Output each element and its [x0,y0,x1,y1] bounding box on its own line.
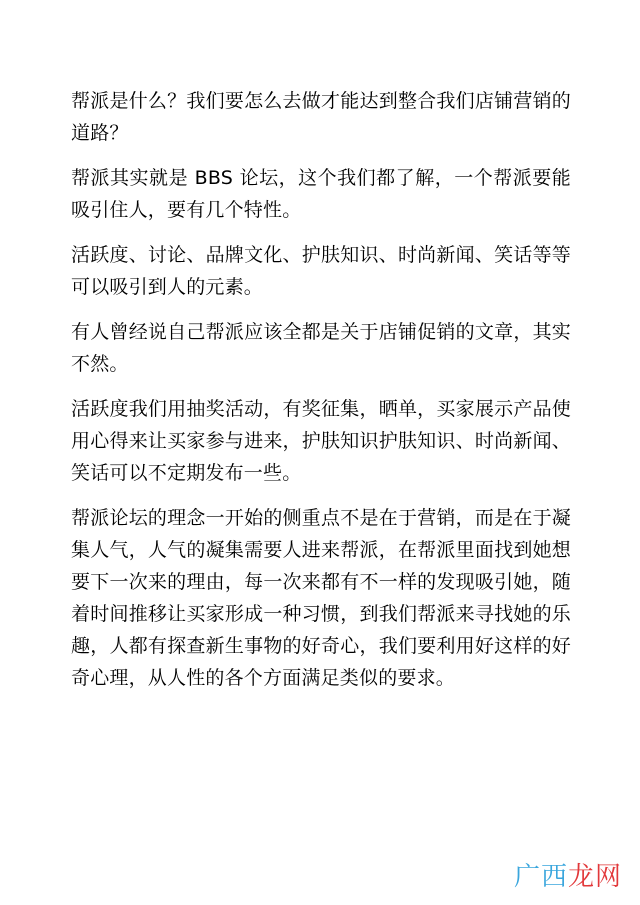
site-watermark [514,856,622,893]
paragraph-4: 有人曾经说自己帮派应该全都是关于店铺促销的文章，其实不然。 [71,321,571,375]
paragraph-3: 活跃度、讨论、品牌文化、护肤知识、时尚新闻、笑话等等可以吸引到人的元素。 [71,244,571,298]
paragraph-1: 帮派是什么？我们要怎么去做才能达到整合我们店铺营销的道路？ [71,90,571,144]
paragraph-2: 帮派其实就是 BBS 论坛，这个我们都了解，一个帮派要能吸引住人，要有几个特性。 [71,167,571,221]
article-body [71,85,571,707]
paragraph-5: 活跃度我们用抽奖活动，有奖征集，晒单，买家展示产品使用心得来让买家参与进来，护肤知识护肤知识、时尚新闻、笑话可以不定期发布一些。 [71,398,571,484]
watermark-part-2: 龙网 [567,862,622,892]
watermark-part-1: 广西 [513,862,568,892]
paragraph-6: 帮派论坛的理念一开始的侧重点不是在于营销，而是在于凝集人气，人气的凝集需要人进来帮派，在帮派里面找到她想要下一次来的理由，每一次来都有不一样的发现吸引她，随着时间推移让买家形成一种习惯，到我们帮派来寻找她的乐趣，人都有探查新生事物的好奇心，我们要利用好这样的好奇心理，从人性的各个方面满足类似的要求。 [71,507,571,689]
